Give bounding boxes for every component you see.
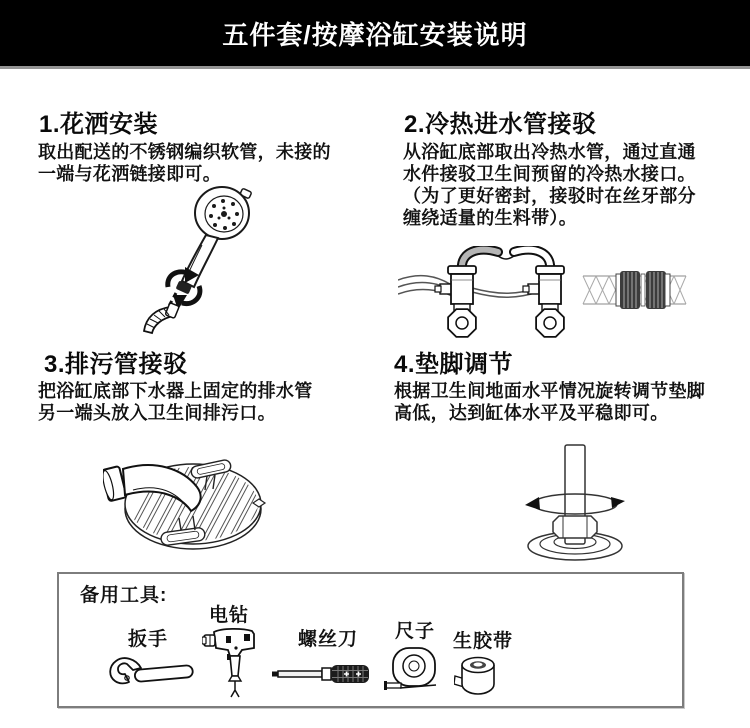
section-2-line-3: （为了更好密封，接驳时在丝牙部分 bbox=[403, 186, 696, 206]
section-4-heading: 4.垫脚调节 bbox=[394, 351, 514, 378]
spare-tools-label: 备用工具: bbox=[80, 585, 168, 606]
adjustable-foot-illustration bbox=[520, 442, 630, 566]
inlet-pipes-illustration bbox=[398, 246, 688, 338]
section-2-body bbox=[403, 141, 696, 229]
section-2-heading: 2.冷热进水管接驳 bbox=[404, 111, 597, 138]
section-1-body bbox=[38, 141, 331, 185]
tape-measure-icon bbox=[384, 646, 446, 692]
tool-ruler-label: 尺子 bbox=[395, 621, 436, 642]
section-1-heading: 1.花洒安装 bbox=[39, 111, 159, 138]
tool-wrench-label: 扳手 bbox=[128, 629, 169, 650]
section-1-line-2: 一端与花洒链接即可。 bbox=[38, 164, 221, 184]
section-2-line-1: 从浴缸底部取出冷热水管，通过直通 bbox=[403, 142, 696, 162]
section-3-line-1: 把浴缸底部下水器上固定的排水管 bbox=[38, 381, 313, 401]
wrench-icon bbox=[108, 654, 196, 690]
section-2-line-2: 水件接驳卫生间预留的冷热水接口。 bbox=[403, 164, 696, 184]
section-1-line-1: 取出配送的不锈钢编织软管，未接的 bbox=[38, 142, 331, 162]
drain-plate-illustration bbox=[103, 445, 268, 553]
section-3-line-2: 另一端头放入卫生间排污口。 bbox=[38, 403, 276, 423]
spare-tools-box bbox=[57, 572, 684, 708]
tool-drill-label: 电钻 bbox=[209, 605, 250, 626]
screwdriver-icon bbox=[272, 660, 372, 688]
page-title: 五件套/按摩浴缸安装说明 bbox=[222, 19, 528, 50]
section-4-line-1: 根据卫生间地面水平情况旋转调节垫脚 bbox=[394, 381, 706, 401]
tool-screwdriver-label: 螺丝刀 bbox=[298, 629, 359, 650]
tool-tape-label: 生胶带 bbox=[453, 631, 514, 652]
title-banner bbox=[0, 0, 750, 66]
drill-icon bbox=[202, 626, 264, 700]
shower-head-illustration bbox=[140, 183, 265, 335]
section-3-body bbox=[38, 380, 313, 424]
section-3-heading: 3.排污管接驳 bbox=[44, 351, 188, 378]
banner-underline bbox=[0, 66, 750, 69]
tape-roll-icon bbox=[454, 652, 502, 698]
section-4-line-2: 高低，达到缸体水平及平稳即可。 bbox=[394, 403, 669, 423]
section-2-line-4: 缠绕适量的生料带）。 bbox=[403, 208, 577, 228]
section-4-body bbox=[394, 380, 705, 424]
